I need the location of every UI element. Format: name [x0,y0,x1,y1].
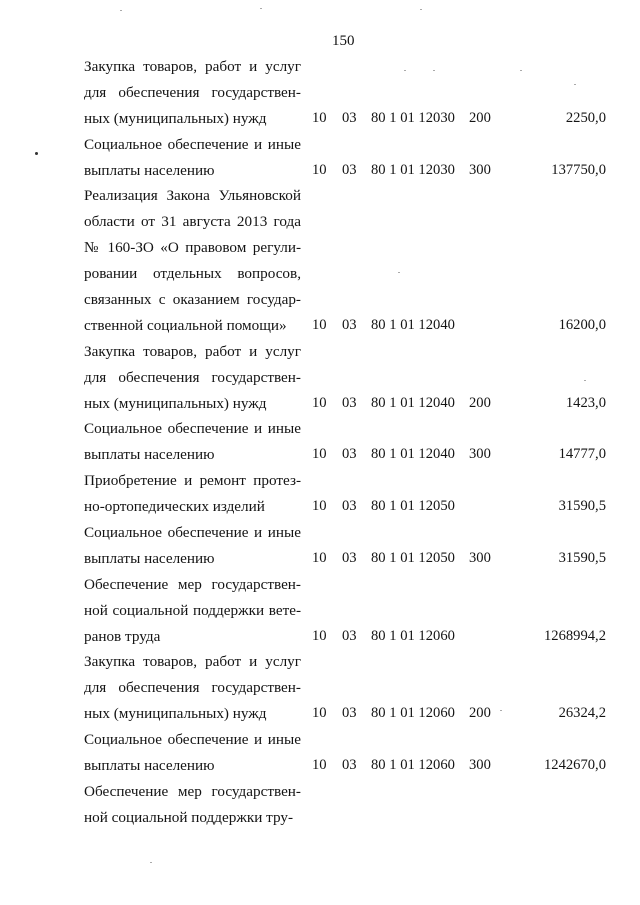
section-code: 10 [312,394,327,411]
row-line [0,209,640,235]
row-line [0,494,640,520]
table-row [0,779,640,831]
expense-type-code: 300 [469,161,491,178]
target-article-code: 80 1 01 12040 [371,394,455,411]
scan-speck [398,272,400,273]
section-code: 10 [312,316,327,333]
scan-speck [404,70,406,71]
row-line [0,106,640,132]
scan-speck [35,152,38,155]
item-name-text: области от 31 августа 2013 года [84,213,301,231]
row-line [0,727,640,753]
amount-value: 31590,5 [558,498,606,515]
row-line [0,442,640,468]
item-name-text: Закупка товаров, работ и услуг [84,653,301,671]
target-article-code: 80 1 01 12030 [371,109,455,126]
item-name-text: Реализация Закона Ульяновской [84,187,301,205]
item-name-text: ных (муниципальных) нужд [84,109,267,127]
item-name-text: ственной социальной помощи» [84,316,287,334]
item-name-text: выплаты населению [84,161,215,179]
expense-type-code: 300 [469,446,491,463]
target-article-code: 80 1 01 12060 [371,757,455,774]
row-line [0,313,640,339]
row-line [0,675,640,701]
row-line [0,261,640,287]
item-name-text: для обеспечения государствен- [84,368,301,386]
table-row [0,727,640,779]
subsection-code: 03 [342,446,357,463]
amount-value: 1268994,2 [543,627,606,644]
scan-speck [520,70,522,71]
target-article-code: 80 1 01 12040 [371,316,455,333]
expense-type-code: 200 [469,109,491,126]
item-name-text: ных (муниципальных) нужд [84,705,267,723]
row-line [0,805,640,831]
amount-value: 1423,0 [565,394,606,411]
expense-type-code: 300 [469,757,491,774]
section-code: 10 [312,109,327,126]
table-row [0,416,640,468]
item-name-text: ранов труда [84,627,161,645]
row-line [0,416,640,442]
scan-speck [433,70,435,71]
subsection-code: 03 [342,549,357,566]
section-code: 10 [312,446,327,463]
target-article-code: 80 1 01 12060 [371,627,455,644]
row-line [0,546,640,572]
item-name-text: ных (муниципальных) нужд [84,394,267,412]
row-line [0,183,640,209]
item-name-text: связанных с оказанием государ- [84,291,301,309]
row-line [0,132,640,158]
section-code: 10 [312,705,327,722]
table-row [0,183,640,338]
item-name-text: для обеспечения государствен- [84,679,301,697]
expense-type-code: 200 [469,705,491,722]
table-row [0,520,640,572]
item-name-text: ной социальной поддержки вете- [84,601,301,619]
page-number: 150 [332,33,355,49]
row-line [0,54,640,80]
table-row [0,339,640,417]
row-line [0,649,640,675]
expense-type-code: 300 [469,549,491,566]
row-line [0,235,640,261]
item-name-text: ровании отдельных вопросов, [84,265,301,283]
subsection-code: 03 [342,161,357,178]
item-name-text: Социальное обеспечение и иные [84,420,301,438]
section-code: 10 [312,757,327,774]
amount-value: 1242670,0 [543,757,606,774]
amount-value: 137750,0 [551,161,606,178]
scan-speck [120,10,122,11]
item-name-text: Закупка товаров, работ и услуг [84,342,301,360]
table-row [0,572,640,650]
item-name-text: но-ортопедических изделий [84,498,265,516]
subsection-code: 03 [342,627,357,644]
scan-speck [574,84,576,85]
item-name-text: Социальное обеспечение и иные [84,524,301,542]
item-name-text: Закупка товаров, работ и услуг [84,58,301,75]
expense-type-code: 200 [469,394,491,411]
table-row [0,54,640,132]
row-line [0,339,640,365]
item-name-text: Обеспечение мер государствен- [84,782,301,800]
item-name-text: Приобретение и ремонт протез- [84,472,301,490]
row-line [0,753,640,779]
amount-value: 31590,5 [558,549,606,566]
subsection-code: 03 [342,394,357,411]
row-line [0,80,640,106]
subsection-code: 03 [342,757,357,774]
section-code: 10 [312,549,327,566]
target-article-code: 80 1 01 12060 [371,705,455,722]
target-article-code: 80 1 01 12030 [371,161,455,178]
row-line [0,779,640,805]
row-line [0,624,640,650]
subsection-code: 03 [342,316,357,333]
section-code: 10 [312,627,327,644]
item-name-text: № 160-ЗО «О правовом регули- [84,239,301,257]
item-name-text: Обеспечение мер государствен- [84,575,301,593]
target-article-code: 80 1 01 12050 [371,549,455,566]
table-row [0,649,640,727]
table-row [0,132,640,184]
item-name-text: выплаты населению [84,549,215,567]
row-line [0,468,640,494]
row-line [0,391,640,417]
scan-speck [420,9,422,10]
scan-speck [584,380,586,381]
row-line [0,520,640,546]
table-row [0,468,640,520]
budget-table [0,54,640,831]
scan-speck [260,8,262,9]
row-line [0,572,640,598]
row-line [0,158,640,184]
item-name-text: Социальное обеспечение и иные [84,135,301,153]
item-name-text: выплаты населению [84,757,215,775]
item-name-text: для обеспечения государствен- [84,83,301,101]
item-name-text: Социальное обеспечение и иные [84,731,301,749]
subsection-code: 03 [342,498,357,515]
scan-speck [500,710,502,711]
target-article-code: 80 1 01 12050 [371,498,455,515]
section-code: 10 [312,498,327,515]
section-code: 10 [312,161,327,178]
target-article-code: 80 1 01 12040 [371,446,455,463]
amount-value: 16200,0 [558,316,606,333]
amount-value: 14777,0 [558,446,606,463]
row-line [0,701,640,727]
subsection-code: 03 [342,705,357,722]
item-name-text: ной социальной поддержки тру- [84,808,293,826]
amount-value: 26324,2 [558,705,606,722]
amount-value: 2250,0 [565,109,606,126]
row-line [0,365,640,391]
row-line [0,287,640,313]
subsection-code: 03 [342,109,357,126]
item-name-text: выплаты населению [84,446,215,464]
scan-speck [150,862,152,863]
row-line [0,598,640,624]
